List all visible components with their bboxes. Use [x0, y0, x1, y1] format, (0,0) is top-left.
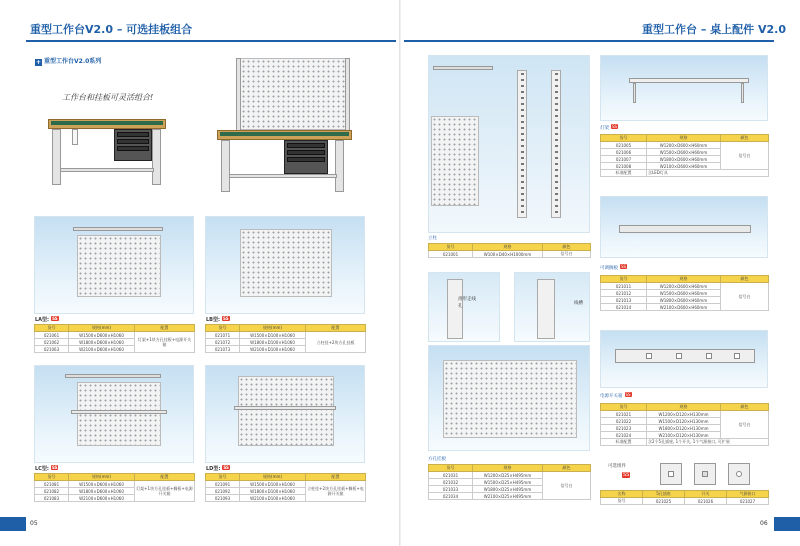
slogan: 工作台和挂板可灵活组合!	[62, 93, 154, 102]
bench-top	[48, 119, 166, 129]
socket-box	[615, 349, 755, 363]
table-row: 021091 W1500×D100×H1060 立柱挂+2块方孔挂板+搁板+电源开关箱	[206, 481, 366, 488]
page-fold	[399, 0, 401, 546]
right-page-title: 重型工作台 – 桌上配件 V2.0	[642, 23, 786, 36]
pegboard	[240, 58, 346, 130]
left-page-number	[0, 517, 26, 531]
left-page-title: 重型工作台V2.0 – 可选挂板组合	[30, 23, 193, 36]
post-table: 货号 规格 颜色 021001 W100×D40×H1000mm 信号白	[428, 243, 591, 258]
pegboard-table: 货号 规格 颜色 021031 W1200×D25×H495mm 信号白 021032 W1500×D25×H495mm 021033 W1800×D25×H495mm 021034 W2100×D25×H495mm	[428, 464, 591, 500]
table-row: 021005 W1200×D600×H60mm 信号白	[601, 142, 769, 149]
section-label: + 重型工作台V2.0系列	[36, 58, 102, 66]
plus-icon: +	[36, 59, 42, 66]
panel-lc-model: LC型: SS	[35, 465, 58, 472]
lamp-caption: 灯架 SS	[600, 124, 618, 131]
table-row: 021083 W2100×D600×H1060	[35, 495, 195, 502]
pegboard	[77, 235, 161, 297]
table-row: 021023 W1800×D120×H130mm	[601, 425, 769, 432]
table-row: 021063 W2100×D600×H1060	[35, 346, 195, 353]
table-row: 021022 W1500×D120×H130mm	[601, 418, 769, 425]
right-page-number-label: 06	[760, 520, 768, 527]
table-row: 021011 W1200×D600×H60mm 信号白	[601, 283, 769, 290]
pegboard	[240, 229, 332, 297]
table-row: 021001 W100×D40×H1000mm 信号白	[429, 251, 591, 258]
pegboard	[431, 116, 479, 206]
shelf-caption: 可调搁板 SS	[600, 264, 627, 271]
lamp-arm	[633, 83, 636, 103]
ss-badge: SS	[223, 316, 229, 321]
table-row: 021021 W1200×D120×H130mm 信号白	[601, 411, 769, 418]
pegboard	[77, 382, 161, 446]
shelf	[71, 410, 167, 414]
right-header-rule	[404, 40, 774, 42]
table-row: 标准配置 含LED灯具	[601, 170, 769, 177]
table-row: 021014 W2100×D600×H60mm	[601, 304, 769, 311]
table-row: 021033 W1800×D25×H495mm	[429, 486, 591, 493]
panel-ld-table: 货号 规格(mm) 配置 021091 W1500×D100×H1060 立柱挂+2块方孔挂板+搁板+电源开关箱 021092 W1800×D100×H1060 021093 W2100×D100×H1060	[205, 473, 366, 502]
panel-la-photo	[34, 216, 194, 314]
panel-lc-table: 货号 规格(mm) 配置 021081 W1500×D600×H1060 灯架+1块方孔挂板+搁板+电源开关箱 021082 W1800×D600×H1060 021083 W2100×D600×H1060	[34, 473, 195, 502]
outlet-icon	[660, 463, 682, 485]
hole-label: 滑形走线孔	[458, 297, 476, 309]
lamp-arm	[741, 83, 744, 103]
table-row: 021032 W1500×D25×H495mm	[429, 479, 591, 486]
lamp	[629, 78, 749, 83]
left-page-number-label: 05	[30, 520, 38, 527]
socket-caption: 电源开关箱 SS	[600, 392, 631, 399]
table-row: 021012 W1500×D600×H60mm	[601, 290, 769, 297]
panel-lb-photo	[205, 216, 365, 314]
table-row: 021007 W1800×D600×H60mm	[601, 156, 769, 163]
drawer-unit	[284, 140, 328, 174]
panel-lb-table: 货号 规格(mm) 配置 021071 W1500×D100×H1060 立柱挂+2块方孔挂板 021072 W1800×D100×H1060 021073 W2100×D100×H1060	[205, 324, 366, 353]
post	[517, 70, 527, 218]
ss-badge: SS	[623, 472, 630, 478]
shelf	[619, 225, 751, 233]
post-caption: 立柱	[428, 236, 437, 241]
table-row: 021024 W2100×D120×H130mm	[601, 432, 769, 439]
socket-table: 货号 规格 颜色 021021 W1200×D120×H130mm 信号白 021022 W1500×D120×H130mm 021023 W1800×D120×H130mm 021024 W2100×D120×H130mm 标准配置 含2个5孔插座, 1个开关, 1个气源接口, 可扩展	[600, 403, 769, 446]
table-row: 021073 W2100×D100×H1060	[206, 346, 366, 353]
shelf-photo	[600, 196, 768, 258]
bench-top	[217, 130, 352, 140]
table-row: 021082 W1800×D600×H1060	[35, 488, 195, 495]
right-page-number	[774, 517, 800, 531]
post	[551, 70, 561, 218]
pegboard-photo	[428, 345, 590, 451]
panel-lc-photo	[34, 365, 194, 463]
bench-leg	[221, 140, 230, 192]
post-detail	[537, 279, 555, 339]
bench-leg	[52, 129, 61, 185]
lamp-table: 货号 规格 颜色 021005 W1200×D600×H60mm 信号白 021006 W1500×D600×H60mm 021007 W1800×D600×H60mm 021008 W2100×D600×H60mm 标准配置 含LED灯具	[600, 134, 769, 177]
left-header-rule	[26, 40, 396, 42]
bench-bracket	[72, 129, 78, 145]
table-row: 021062 W1800×D600×H1060	[35, 339, 195, 346]
pegboard	[238, 376, 334, 446]
shelf-table: 货号 规格 颜色 021011 W1200×D600×H60mm 信号白 021012 W1500×D600×H60mm 021013 W1800×D600×H60mm 021014 W2100×D600×H60mm	[600, 275, 769, 311]
board-post	[236, 58, 241, 132]
lamp-bar	[65, 374, 161, 378]
socket-photo	[600, 330, 768, 388]
table-row: 021081 W1500×D600×H1060 灯架+1块方孔挂板+搁板+电源开关箱	[35, 481, 195, 488]
table-row: 021093 W2100×D100×H1060	[206, 495, 366, 502]
table-row: 货号 021025 021026 021027	[601, 498, 769, 505]
panel-la-model: LA型: SS	[35, 316, 58, 323]
ss-badge: SS	[51, 465, 58, 470]
shelf	[234, 406, 336, 410]
panel-lb-model: LB型: SS	[206, 316, 229, 323]
table-row: 021031 W1200×D25×H495mm 信号白	[429, 472, 591, 479]
ss-badge: SS	[612, 124, 618, 129]
board-post	[345, 58, 350, 132]
table-row: 021006 W1500×D600×H60mm	[601, 149, 769, 156]
ss-badge: SS	[52, 316, 58, 321]
options-badge-wrap	[620, 472, 630, 479]
ss-badge: SS	[625, 392, 631, 397]
table-row: 021072 W1800×D100×H1060	[206, 339, 366, 346]
pegboard	[443, 360, 577, 438]
panel-ld-model: LD型: SS	[206, 465, 229, 472]
post-photo	[428, 55, 590, 233]
bench-leg	[152, 129, 161, 185]
lamp-bar	[73, 227, 163, 231]
ss-badge: SS	[223, 465, 229, 470]
table-row: 021092 W1800×D100×H1060	[206, 488, 366, 495]
options-table: 名称 5孔插座 开关 气源接口 货号 021025 021026 021027	[600, 490, 769, 505]
bench-rail	[229, 174, 337, 178]
panel-ld-photo	[205, 365, 365, 463]
table-row: 021061 W1500×D600×H1060 灯架+1块方孔挂板+电源开关箱	[35, 332, 195, 339]
lamp-photo	[600, 55, 768, 121]
table-row: 021034 W2100×D25×H495mm	[429, 493, 591, 500]
bench-rail	[60, 168, 154, 172]
table-row: 标准配置 含2个5孔插座, 1个开关, 1个气源接口, 可扩展	[601, 439, 769, 446]
lamp-bar	[433, 66, 493, 70]
table-row: 021008 W2100×D600×H60mm	[601, 163, 769, 170]
air-outlet-icon	[728, 463, 750, 485]
options-caption: 可选组件	[608, 464, 626, 469]
pegboard-caption: 方孔挂板	[428, 457, 446, 462]
drawer-unit	[114, 129, 152, 161]
panel-la-table: 货号 规格(mm) 配置 021061 W1500×D600×H1060 灯架+1块方孔挂板+电源开关箱 021062 W1800×D600×H1060 021063 W2100×D600×H1060	[34, 324, 195, 353]
cable-label: 线槽	[574, 301, 583, 306]
table-row: 021071 W1500×D100×H1060 立柱挂+2块方孔挂板	[206, 332, 366, 339]
ss-badge: SS	[621, 264, 627, 269]
switch-icon	[694, 463, 716, 485]
bench-leg	[335, 140, 344, 192]
post-cable-detail	[514, 272, 590, 342]
table-row: 021013 W1800×D600×H60mm	[601, 297, 769, 304]
